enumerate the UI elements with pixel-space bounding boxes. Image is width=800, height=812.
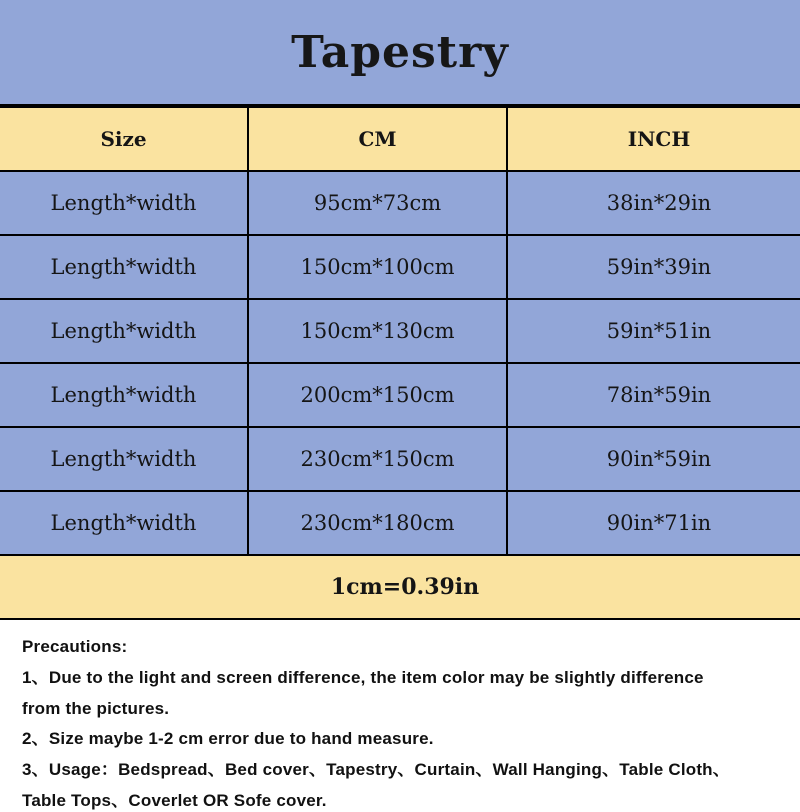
cell-inch: 90in*59in — [507, 427, 800, 491]
table-row — [0, 299, 800, 363]
cell-cm: 230cm*180cm — [248, 491, 507, 555]
cell-inch: 59in*51in — [507, 299, 800, 363]
cell-inch: 38in*29in — [507, 171, 800, 235]
page-title: Tapestry — [291, 26, 509, 78]
conversion-row — [0, 555, 800, 619]
table-row — [0, 427, 800, 491]
cell-cm: 95cm*73cm — [248, 171, 507, 235]
precaution-item-2: 2、Size maybe 1-2 cm error due to hand measure. — [22, 729, 434, 749]
cell-inch: 59in*39in — [507, 235, 800, 299]
precaution-item-3-cont: Table Tops、Coverlet OR Sofe cover. — [22, 790, 327, 810]
precautions-heading: Precautions: — [22, 637, 128, 656]
cell-size: Length*width — [0, 235, 248, 299]
precaution-item-1: 1、Due to the light and screen difference, the item color may be slightly difference — [22, 667, 704, 687]
cell-cm: 150cm*100cm — [248, 235, 507, 299]
cell-inch: 90in*71in — [507, 491, 800, 555]
table-header-row — [0, 107, 800, 171]
precaution-item-1-cont: from the pictures. — [22, 698, 170, 718]
column-header-cm: CM — [248, 107, 507, 171]
cell-size: Length*width — [0, 427, 248, 491]
cell-cm: 200cm*150cm — [248, 363, 507, 427]
table-row — [0, 363, 800, 427]
column-header-size: Size — [0, 107, 248, 171]
precaution-item-3: 3、Usage：Bedspread、Bed cover、Tapestry、Curtain、Wall Hanging、Table Cloth、 — [22, 760, 730, 779]
table-row — [0, 235, 800, 299]
title-banner — [0, 0, 800, 106]
cell-inch: 78in*59in — [507, 363, 800, 427]
cell-size: Length*width — [0, 299, 248, 363]
size-table — [0, 106, 800, 620]
cell-size: Length*width — [0, 363, 248, 427]
column-header-inch: INCH — [507, 107, 800, 171]
cell-cm: 150cm*130cm — [248, 299, 507, 363]
precautions-section — [0, 620, 800, 812]
table-row — [0, 171, 800, 235]
cell-size: Length*width — [0, 171, 248, 235]
cell-size: Length*width — [0, 491, 248, 555]
table-row — [0, 491, 800, 555]
cell-cm: 230cm*150cm — [248, 427, 507, 491]
conversion-note: 1cm=0.39in — [0, 555, 800, 619]
